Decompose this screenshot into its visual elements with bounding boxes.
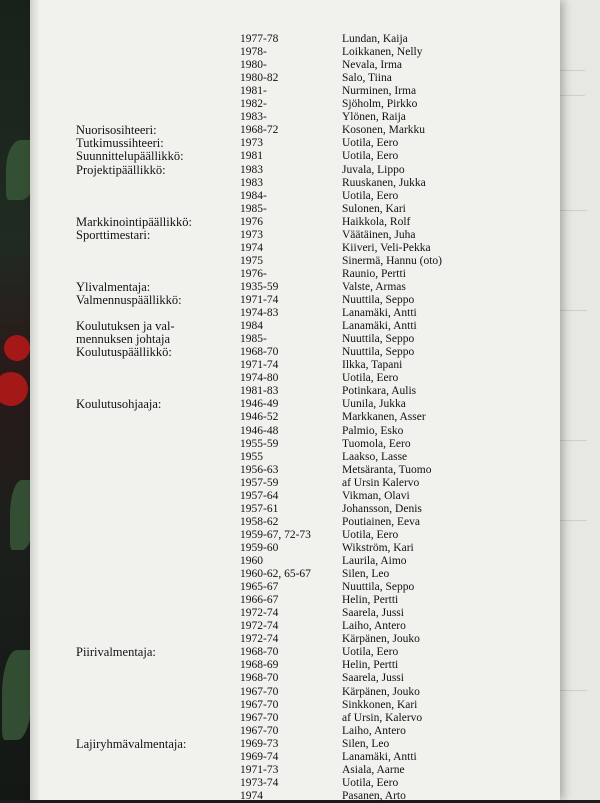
position-title: Projektipäällikkö:	[76, 162, 166, 177]
year-range: 1959-67, 72-73	[240, 528, 311, 541]
person-name: Lanamäki, Antti	[342, 307, 417, 320]
year-range: 1973	[240, 228, 263, 241]
position-title: Sporttimestari:	[76, 227, 151, 242]
position-title: Tutkimussihteeri:	[76, 136, 164, 151]
person-name: Nuuttila, Seppo	[342, 294, 415, 306]
year-range: 1946-48	[240, 424, 279, 437]
person-name: Tuomola, Eero	[342, 437, 411, 450]
year-range: 1968-70	[240, 646, 279, 659]
person-name: Raunio, Pertti	[342, 267, 406, 280]
person-name: Lanamäki, Antti	[342, 320, 417, 333]
year-range: 1981-	[240, 85, 267, 98]
person-name: Nuuttila, Seppo	[342, 333, 415, 346]
year-range: 1967-70	[240, 711, 279, 724]
year-range: 1984-	[240, 189, 267, 202]
person-name: Nuuttila, Seppo	[342, 581, 415, 594]
person-name: Uotila, Eero	[342, 189, 399, 202]
year-range: 1973	[240, 137, 263, 150]
year-range: 1980-82	[240, 72, 279, 85]
person-name: Nurminen, Irma	[342, 85, 417, 98]
person-name: Metsäranta, Tuomo	[342, 463, 432, 476]
position-title: Koulutusohjaaja:	[76, 397, 162, 412]
year-range: 1985-	[240, 333, 267, 346]
person-name: Sinermä, Hannu (oto)	[342, 254, 442, 267]
person-name: Laiho, Antero	[342, 620, 406, 633]
red-flower-decoration	[4, 335, 30, 361]
year-range: 1977-78	[240, 33, 279, 45]
year-range: 1935-59	[240, 280, 279, 293]
person-name: Uotila, Eero	[342, 776, 399, 789]
year-range: 1969-73	[240, 737, 279, 750]
person-name: Helin, Pertti	[342, 659, 399, 672]
year-range: 1974	[240, 241, 263, 254]
person-name: Haikkola, Rolf	[342, 215, 411, 228]
year-range: 1972-74	[240, 607, 279, 620]
year-range: 1969-74	[240, 750, 279, 763]
person-name: Salo, Tiina	[342, 72, 392, 85]
position-title: Markkinointipäällikkö:	[76, 214, 192, 229]
person-name: Kärpänen, Jouko	[342, 685, 420, 698]
year-range: 1974-80	[240, 372, 279, 385]
person-name: Uotila, Eero	[342, 372, 399, 385]
person-name: Ilkka, Tapani	[342, 359, 403, 372]
year-range: 1960-62, 65-67	[240, 568, 311, 581]
year-range: 1983	[240, 176, 263, 189]
person-name: af Ursin, Kalervo	[342, 711, 423, 724]
person-name: Laakso, Lasse	[342, 450, 408, 463]
person-name: Laiho, Antero	[342, 724, 406, 737]
person-name: Loikkanen, Nelly	[342, 46, 423, 59]
person-name: Nuuttila, Seppo	[342, 346, 415, 359]
position-title: Koulutuspäällikkö:	[76, 345, 172, 360]
year-range: 1956-63	[240, 463, 279, 476]
person-name: Asiala, Aarne	[342, 763, 405, 776]
person-name: Palmio, Esko	[342, 424, 404, 437]
year-range: 1973-74	[240, 776, 279, 789]
person-name: Silen, Leo	[342, 737, 390, 750]
person-name: Sulonen, Kari	[342, 202, 406, 215]
person-name: Ylönen, Raija	[342, 111, 406, 124]
year-range: 1981-83	[240, 385, 279, 398]
page-spine	[30, 0, 40, 800]
person-name: Markkanen, Asser	[342, 411, 426, 424]
person-name: Saarela, Jussi	[342, 672, 404, 685]
position-title: Lajiryhmävalmentaja:	[76, 736, 187, 751]
position-title: mennuksen johtaja	[76, 332, 171, 347]
person-name: Uotila, Eero	[342, 528, 399, 541]
position-title: Koulutuksen ja val-	[76, 319, 175, 334]
year-range: 1980-	[240, 59, 267, 72]
year-range: 1955-59	[240, 437, 279, 450]
person-name: af Ursin Kalervo	[342, 476, 420, 489]
year-range: 1959-60	[240, 541, 279, 554]
person-name: Uunila, Jukka	[342, 398, 406, 411]
year-range: 1967-70	[240, 685, 279, 698]
year-range: 1960	[240, 555, 263, 567]
year-range: 1983	[240, 163, 263, 176]
year-range: 1968-70	[240, 346, 279, 359]
year-range: 1971-74	[240, 359, 279, 372]
year-range: 1982-	[240, 98, 267, 111]
person-name: Saarela, Jussi	[342, 607, 404, 620]
person-name: Vikman, Olavi	[342, 489, 410, 502]
year-range: 1972-74	[240, 620, 279, 633]
year-range: 1983-	[240, 111, 267, 124]
year-range: 1971-74	[240, 294, 279, 306]
year-range: 1957-64	[240, 489, 279, 502]
year-range: 1984	[240, 320, 263, 333]
position-title: Suunnittelupäällikkö:	[76, 149, 184, 164]
year-range: 1975	[240, 254, 263, 267]
person-name: Kosonen, Markku	[342, 124, 426, 137]
year-range: 1966-67	[240, 594, 279, 607]
person-name: Uotila, Eero	[342, 646, 399, 659]
person-name: Kärpänen, Jouko	[342, 633, 420, 646]
person-name: Silen, Leo	[342, 568, 390, 581]
year-range: 1978-	[240, 46, 267, 59]
red-flower-decoration	[0, 372, 28, 406]
year-range: 1957-59	[240, 476, 279, 489]
year-range: 1965-67	[240, 581, 279, 594]
person-name: Nevala, Irma	[342, 59, 403, 72]
leaf-decoration	[2, 650, 32, 740]
year-range: 1971-73	[240, 763, 279, 776]
person-name: Juvala, Lippo	[342, 163, 405, 176]
year-range: 1946-52	[240, 411, 279, 424]
year-range: 1968-72	[240, 124, 279, 137]
position-title: Piirivalmentaja:	[76, 645, 156, 660]
position-title: Nuorisosihteeri:	[76, 123, 157, 138]
year-range: 1972-74	[240, 633, 279, 646]
person-name: Pasanen, Arto	[342, 789, 406, 802]
person-name: Väätäinen, Juha	[342, 228, 416, 241]
person-name: Potinkara, Aulis	[342, 385, 417, 398]
year-range: 1974	[240, 789, 263, 802]
year-range: 1946-49	[240, 398, 279, 411]
year-range: 1976-	[240, 267, 267, 280]
position-title: Ylivalmentaja:	[76, 279, 151, 294]
year-range: 1981	[240, 150, 263, 163]
person-name: Laurila, Aimo	[342, 555, 407, 567]
person-name: Kiiveri, Veli-Pekka	[342, 241, 431, 254]
person-name: Sinkkonen, Kari	[342, 698, 418, 711]
year-range: 1968-70	[240, 672, 279, 685]
person-name: Uotila, Eero	[342, 150, 399, 163]
year-range: 1974-83	[240, 307, 279, 320]
year-range: 1957-61	[240, 502, 279, 515]
year-range: 1958-62	[240, 515, 279, 528]
person-name: Poutiainen, Eeva	[342, 515, 420, 528]
year-range: 1976	[240, 215, 263, 228]
person-name: Helin, Pertti	[342, 594, 399, 607]
person-name: Lundan, Kaija	[342, 33, 408, 45]
person-name: Sjöholm, Pirkko	[342, 98, 418, 111]
position-title: Valmennuspäällikkö:	[76, 293, 182, 307]
year-range: 1967-70	[240, 724, 279, 737]
year-range: 1968-69	[240, 659, 279, 672]
year-range: 1955	[240, 450, 263, 463]
person-name: Johansson, Denis	[342, 502, 422, 515]
year-range: 1967-70	[240, 698, 279, 711]
person-name: Ruuskanen, Jukka	[342, 176, 426, 189]
year-range: 1985-	[240, 202, 267, 215]
person-name: Uotila, Eero	[342, 137, 399, 150]
person-name: Lanamäki, Antti	[342, 750, 417, 763]
person-name: Wikström, Kari	[342, 541, 414, 554]
person-name: Valste, Armas	[342, 280, 406, 293]
